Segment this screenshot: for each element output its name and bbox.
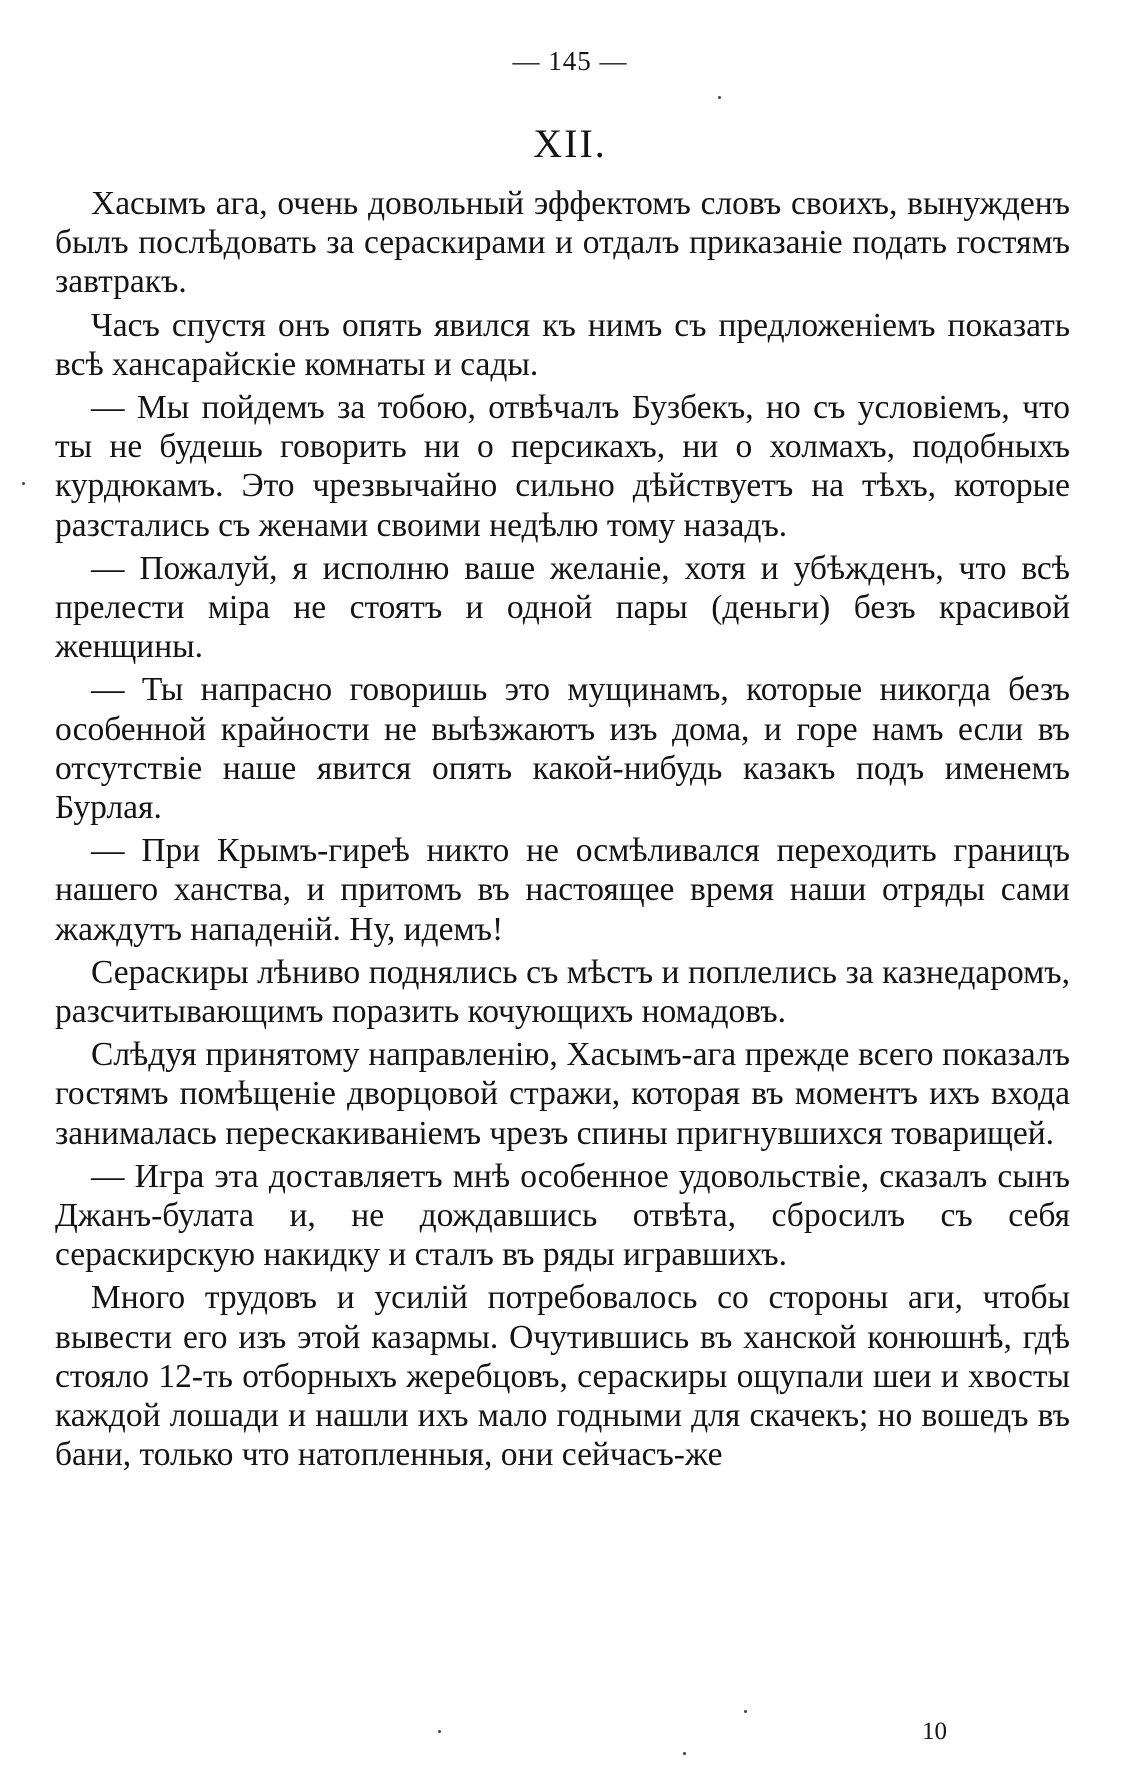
print-speck [438, 1730, 441, 1733]
page-number-header: — 145 — [512, 46, 628, 76]
paragraph-3: — Мы пойдемъ за тобою, отвѣчалъ Бузбекъ, но съ условіемъ, что ты не будешь говорить ни о персикахъ, ни о холмахъ, подобныхъ курдюкамъ. Это чрезвычайно сильно дѣйствуетъ на тѣхъ, которые разстались съ женами своими недѣлю тому назадъ. [55, 389, 1070, 544]
print-speck [744, 1710, 747, 1713]
paragraph-4: — Пожалуй, я исполню ваше желаніе, хотя и убѣжденъ, что всѣ прелести міра не стоятъ и одной пары (деньги) безъ красивой женщины. [55, 549, 1070, 666]
paragraph-5: — Ты напрасно говоришь это мущинамъ, которые никогда безъ особенной крайности не выѣзжаютъ изъ дома, и горе намъ если въ отсутствіе наше явится опять какой-нибудь казакъ подъ именемъ Бурлая. [55, 671, 1070, 827]
print-speck [718, 96, 721, 99]
paragraph-2: Часъ спустя онъ опять явился къ нимъ съ предложеніемъ показать всѣ хансарайскіе комнаты и сады. [55, 306, 1070, 383]
print-speck [22, 482, 25, 485]
paragraph-8: Слѣдуя принятому направленію, Хасымъ-ага прежде всего показалъ гостямъ помѣщеніе дворцовой стражи, которая въ моментъ ихъ входа занималась перескакиваніемъ чрезъ спины пригнувшихся товарищей. [55, 1036, 1070, 1152]
body-text [55, 184, 1070, 1475]
print-speck [683, 1752, 686, 1755]
paragraph-9: — Игра эта доставляетъ мнѣ особенное удовольствіе, сказалъ сынъ Джанъ-булата и, не дождавшись отвѣта, сбросилъ съ себя сераскирскую накидку и сталъ въ ряды игравшихъ. [55, 1157, 1070, 1274]
chapter-heading: XII. [533, 121, 607, 166]
paragraph-10: Много трудовъ и усилій потребовалось со стороны аги, чтобы вывести его изъ этой казармы. Очутившись въ ханской конюшнѣ, гдѣ стояло 12-ть отборныхъ жеребцовъ, сераскиры ощупали шеи и хвосты каждой лошади и нашли ихъ мало годными для скачекъ; но вошедъ въ бани, только что натопленныя, они сейчасъ-же [55, 1279, 1070, 1474]
paragraph-1: Хасымъ ага, очень довольный эффектомъ словъ своихъ, вынужденъ былъ послѣдовать за сераскирами и отдалъ приказаніе подать гостямъ завтракъ. [55, 185, 1070, 301]
paragraph-6: — При Крымъ-гиреѣ никто не осмѣливался переходить границъ нашего ханства, и притомъ въ настоящее время наши отряды сами жаждутъ нападеній. Ну, идемъ! [55, 832, 1070, 948]
signature-mark: 10 [922, 1718, 947, 1745]
paragraph-7: Сераскиры лѣниво поднялись съ мѣстъ и поплелись за казнедаромъ, разсчитывающимъ поразить кочующихъ номадовъ. [55, 953, 1070, 1031]
